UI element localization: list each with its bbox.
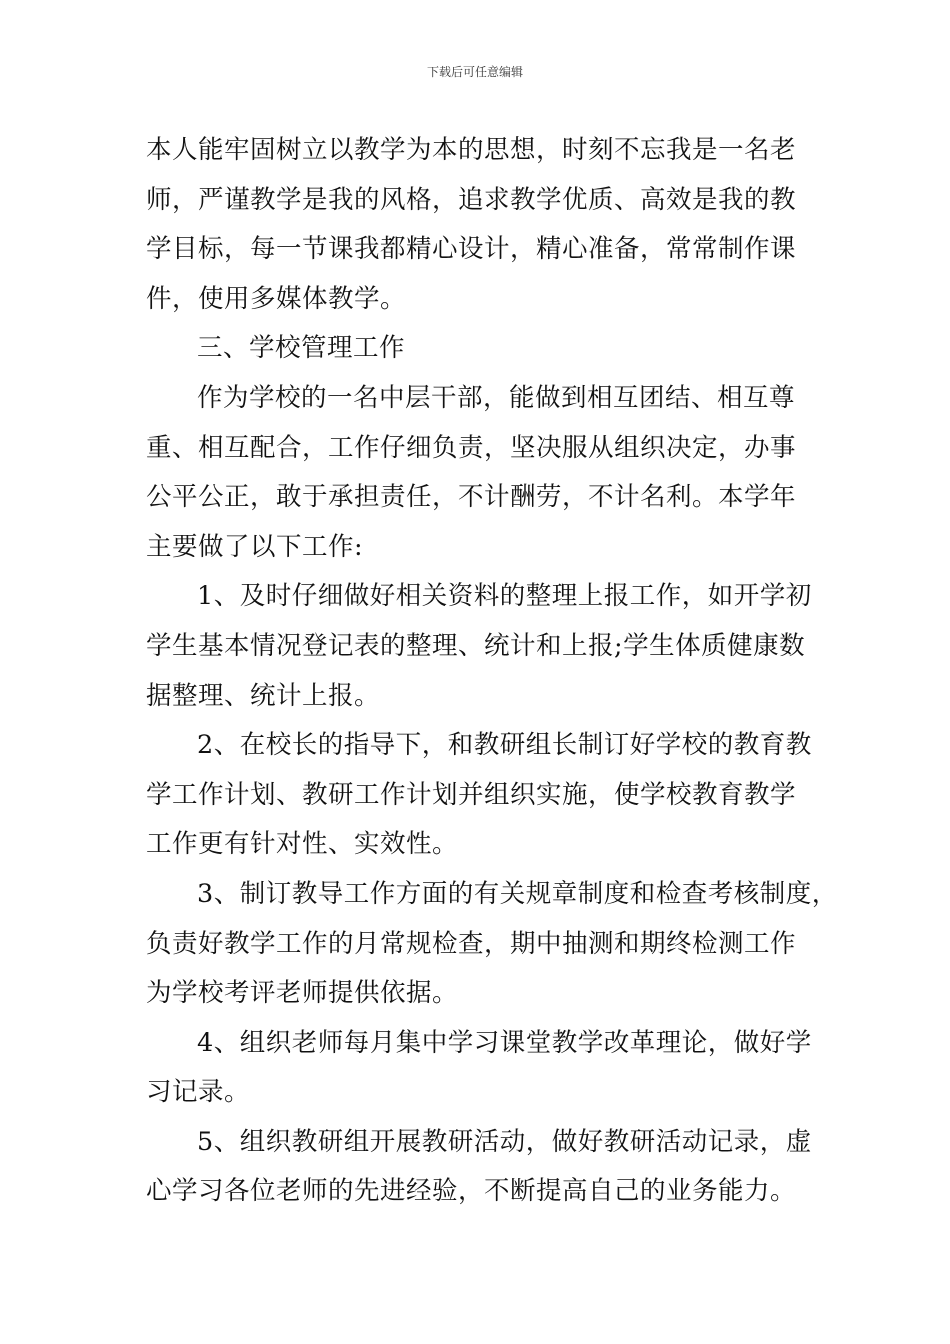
list-item-2: 2、在校长的指导下，和教研组长制订好学校的教育教 [197, 730, 812, 761]
text-line: 学目标，每一节课我都精心设计，精心准备，常常制作课 [146, 234, 797, 265]
page-header: 下载后可任意编辑 [426, 65, 523, 79]
text-line: 本人能牢固树立以教学为本的思想，时刻不忘我是一名老 [146, 135, 797, 165]
text-line: 公平公正，敢于承担责任，不计酬劳，不计名利。本学年 [146, 482, 797, 513]
text-line: 件，使用多媒体教学。 [146, 283, 407, 314]
text-line: 工作更有针对性、实效性。 [146, 829, 459, 860]
list-item-3: 3、制订教导工作方面的有关规章制度和检查考核制度， [197, 878, 838, 909]
text-line: 学工作计划、教研工作计划并组织实施，使学校教育教学 [146, 779, 797, 810]
text-line: 习记录。 [146, 1077, 251, 1108]
text-line: 心学习各位老师的先进经验，不断提高自己的业务能力。 [146, 1176, 797, 1207]
list-item-5: 5、组织教研组开展教研活动，做好教研活动记录，虚 [197, 1126, 812, 1157]
list-item-1: 1、及时仔细做好相关资料的整理上报工作，如开学初 [197, 581, 812, 612]
text-line: 学生基本情况登记表的整理、统计和上报;学生体质健康数 [146, 630, 806, 661]
text-line: 据整理、统计上报。 [146, 680, 381, 711]
text-line: 作为学校的一名中层干部，能做到相互团结、相互尊 [197, 382, 796, 413]
section-heading: 三、学校管理工作 [197, 333, 406, 364]
document-body [146, 126, 838, 1217]
text-line: 为学校考评老师提供依据。 [146, 978, 459, 1009]
text-line: 重、相互配合，工作仔细负责，坚决服从组织决定，办事 [146, 432, 797, 463]
text-line: 主要做了以下工作: [146, 531, 364, 562]
list-item-4: 4、组织老师每月集中学习课堂教学改革理论，做好学 [197, 1027, 812, 1058]
text-line: 负责好教学工作的月常规检查，期中抽测和期终检测工作 [146, 928, 797, 959]
text-line: 师，严谨教学是我的风格，追求教学优质、高效是我的教 [146, 184, 797, 215]
